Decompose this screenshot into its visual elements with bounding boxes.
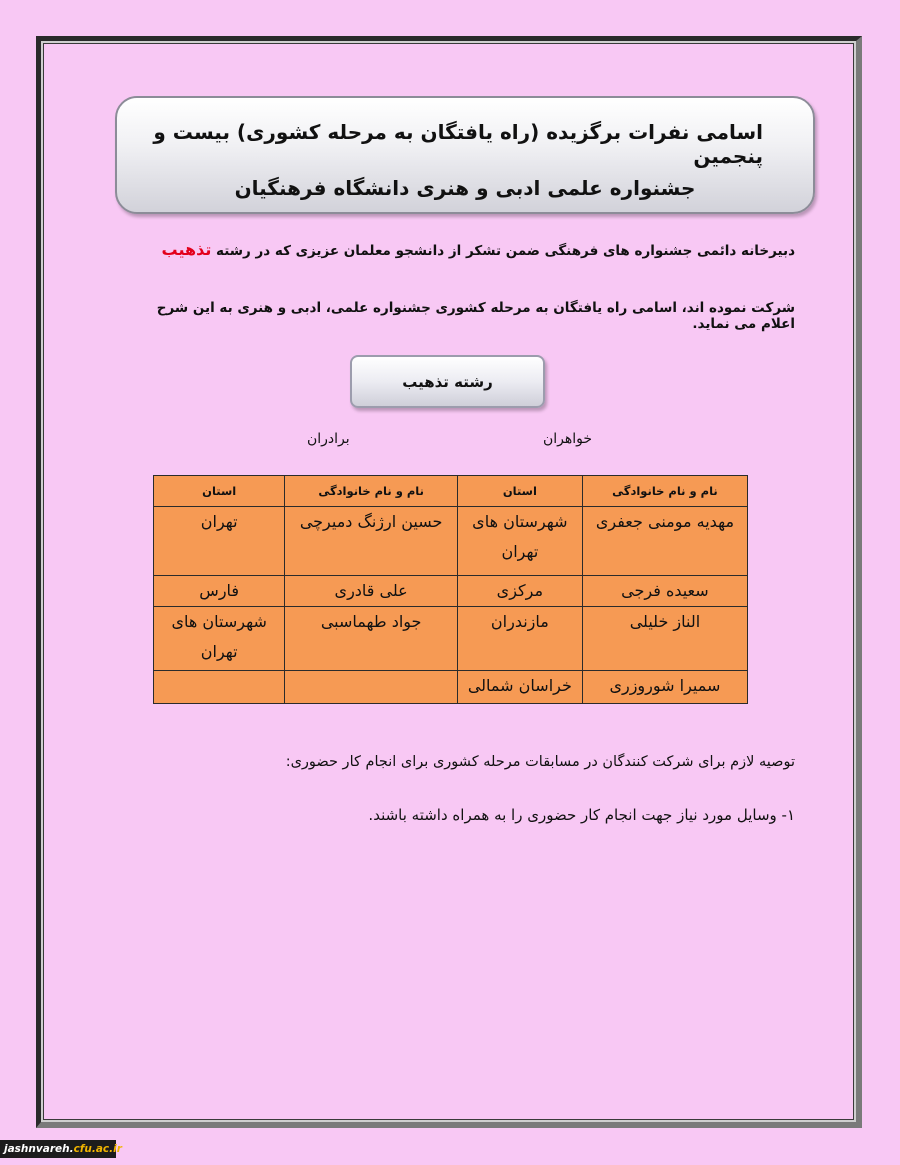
title-line-1: اسامی نفرات برگزیده (راه یافتگان به مرحله کشوری) بیست و پنجمین (153, 120, 763, 168)
watermark-accent: cfu.ac.ir (73, 1143, 122, 1155)
header-name-brothers: نام و نام خانوادگی (285, 476, 457, 507)
table-cell (154, 671, 285, 704)
table-cell: حسین ارژنگ دمیرچی (285, 507, 457, 576)
header-province-sisters: استان (457, 476, 582, 507)
table-row (154, 671, 748, 704)
group-label-brothers: برادران (307, 431, 350, 447)
table-cell: شهرستان های تهران (457, 507, 582, 576)
field-name-highlight: تذهیب (161, 240, 212, 259)
section-label: رشته تذهیب (350, 355, 545, 408)
table-row (154, 607, 748, 671)
header-name-sisters: نام و نام خانوادگی (582, 476, 747, 507)
group-label-sisters: خواهران (543, 431, 593, 447)
title-banner (115, 96, 815, 214)
intro-paragraph-1 (150, 240, 795, 259)
table-header-row (154, 476, 748, 507)
table-cell: تهران (154, 507, 285, 576)
table-cell: مازندران (457, 607, 582, 671)
table-cell: سمیرا شوروزری (582, 671, 747, 704)
table-cell (285, 671, 457, 704)
table-cell: الناز خلیلی (582, 607, 747, 671)
table-cell: سعیده فرجی (582, 576, 747, 607)
table-cell: علی قادری (285, 576, 457, 607)
table-cell: مهدیه مومنی جعفری (582, 507, 747, 576)
watermark-main: jashnvareh. (4, 1143, 74, 1155)
header-province-brothers: استان (154, 476, 285, 507)
table-cell: فارس (154, 576, 285, 607)
intro-text-1: دبیرخانه دائمی جشنواره های فرهنگی ضمن تشکر از دانشجو معلمان عزیزی که در رشته (211, 243, 795, 259)
table-row (154, 507, 748, 576)
table-cell: شهرستان های تهران (154, 607, 285, 671)
advice-heading: توصیه لازم برای شرکت کنندگان در مسابقات مرحله کشوری برای انجام کار حضوری: (285, 754, 795, 770)
winners-table (153, 475, 748, 704)
table-cell: خراسان شمالی (457, 671, 582, 704)
table-row (154, 576, 748, 607)
intro-paragraph-2: شرکت نموده اند، اسامی راه یافتگان به مرحله کشوری جشنواره علمی، ادبی و هنری به این شرح اعلام می نماید. (156, 300, 795, 332)
site-watermark-link[interactable] (0, 1140, 122, 1158)
advice-item-1: ۱- وسایل مورد نیاز جهت انجام کار حضوری را به همراه داشته باشند. (368, 806, 795, 824)
table-cell: مرکزی (457, 576, 582, 607)
title-line-2: جشنواره علمی ادبی و هنری دانشگاه فرهنگیان (234, 176, 696, 200)
table-cell: جواد طهماسبی (285, 607, 457, 671)
